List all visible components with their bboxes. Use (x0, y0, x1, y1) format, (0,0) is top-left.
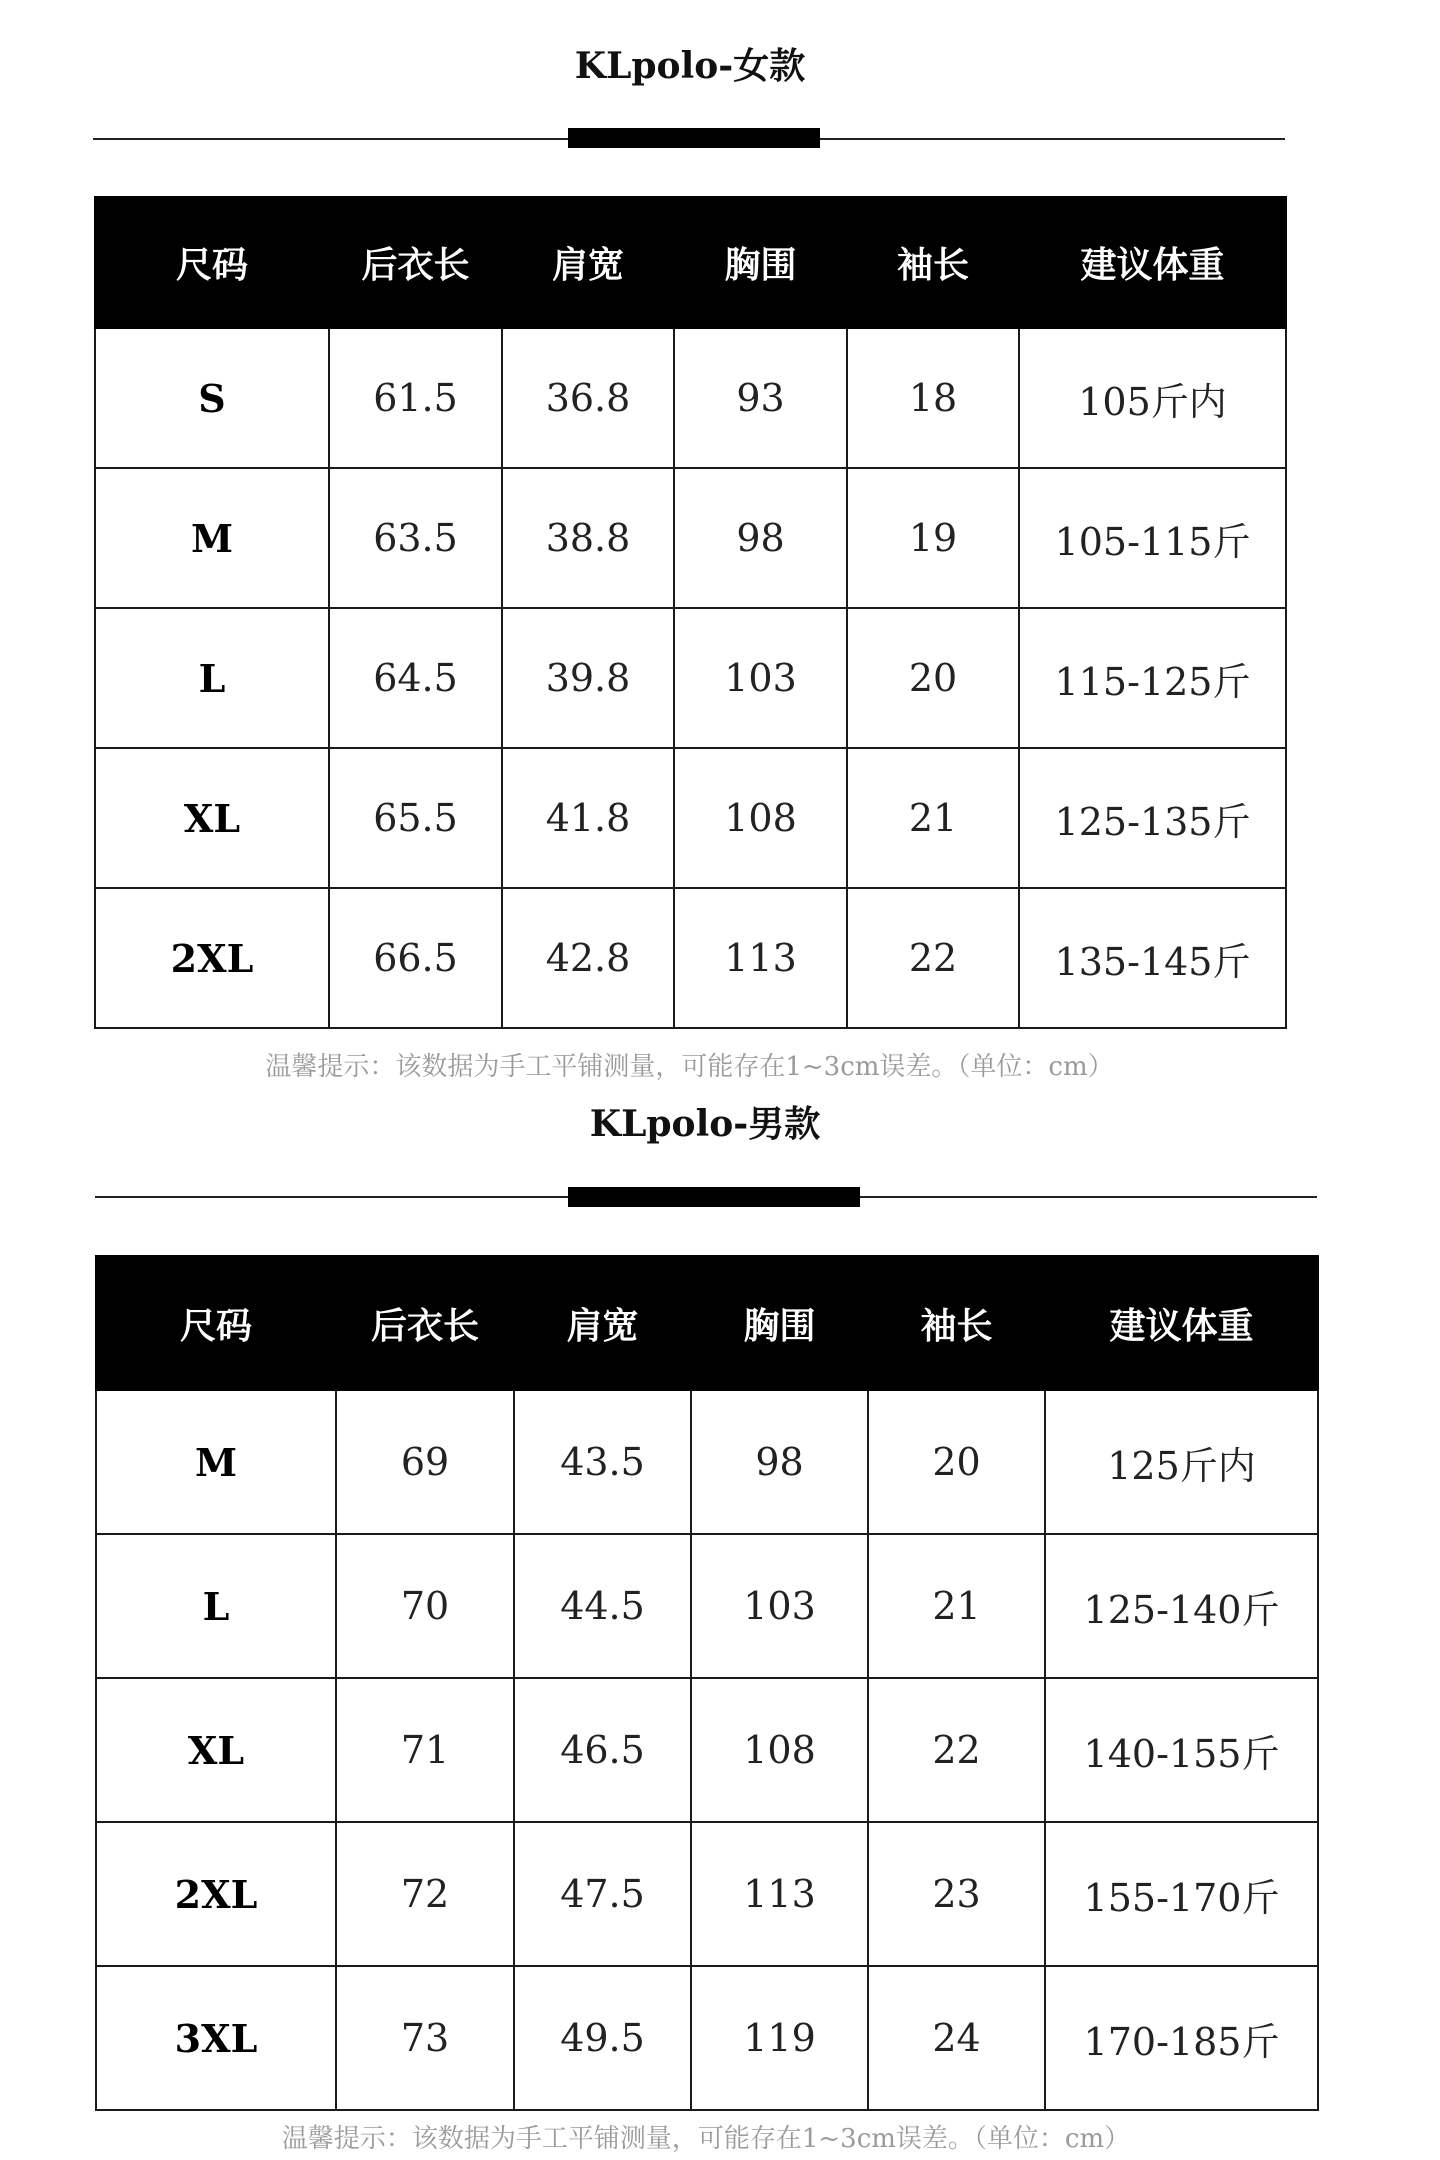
chest-cell: 113 (691, 1822, 868, 1966)
table-row (96, 1534, 1318, 1678)
sleeve-length-cell: 20 (868, 1390, 1045, 1534)
women-title: KLpolo-女款 (574, 45, 806, 87)
back-length-cell: 61.5 (329, 328, 502, 468)
col-header-suggested-weight: 建议体重 (1019, 197, 1286, 328)
shoulder-width-cell: 36.8 (502, 328, 674, 468)
table-row (96, 1678, 1318, 1822)
shoulder-width-cell: 39.8 (502, 608, 674, 748)
suggested-weight-cell: 170-185斤 (1045, 1966, 1318, 2110)
shoulder-width-cell: 42.8 (502, 888, 674, 1028)
chest-cell: 93 (674, 328, 847, 468)
chest-cell: 98 (691, 1390, 868, 1534)
suggested-weight-cell: 125-135斤 (1019, 748, 1286, 888)
sleeve-length-cell: 22 (847, 888, 1019, 1028)
shoulder-width-cell: 44.5 (514, 1534, 691, 1678)
col-header-size: 尺码 (96, 1256, 336, 1390)
suggested-weight-cell: 140-155斤 (1045, 1678, 1318, 1822)
suggested-weight-cell: 105斤内 (1019, 328, 1286, 468)
suggested-weight-cell: 135-145斤 (1019, 888, 1286, 1028)
col-header-shoulder-width: 肩宽 (502, 197, 674, 328)
size-cell: L (96, 1534, 336, 1678)
size-cell: M (96, 1390, 336, 1534)
suggested-weight-cell: 115-125斤 (1019, 608, 1286, 748)
table-row (95, 328, 1286, 468)
table-row (96, 1390, 1318, 1534)
chest-cell: 108 (691, 1678, 868, 1822)
chest-cell: 103 (674, 608, 847, 748)
chest-cell: 119 (691, 1966, 868, 2110)
shoulder-width-cell: 49.5 (514, 1966, 691, 2110)
men-title: KLpolo-男款 (589, 1103, 821, 1145)
suggested-weight-cell: 105-115斤 (1019, 468, 1286, 608)
size-cell: S (95, 328, 329, 468)
women-size-table (94, 196, 1287, 1029)
sleeve-length-cell: 24 (868, 1966, 1045, 2110)
size-cell: XL (96, 1678, 336, 1822)
back-length-cell: 73 (336, 1966, 514, 2110)
col-header-chest: 胸围 (691, 1256, 868, 1390)
back-length-cell: 64.5 (329, 608, 502, 748)
size-cell: L (95, 608, 329, 748)
sleeve-length-cell: 23 (868, 1822, 1045, 1966)
table-row (95, 608, 1286, 748)
women-header-row (95, 197, 1286, 328)
sleeve-length-cell: 19 (847, 468, 1019, 608)
size-cell: 2XL (96, 1822, 336, 1966)
men-header-row (96, 1256, 1318, 1390)
chest-cell: 98 (674, 468, 847, 608)
table-row (96, 1966, 1318, 2110)
sleeve-length-cell: 18 (847, 328, 1019, 468)
women-measurement-note: 温馨提示：该数据为手工平铺测量，可能存在1~3cm误差。（单位：cm） (265, 1052, 1114, 1082)
back-length-cell: 66.5 (329, 888, 502, 1028)
col-header-sleeve-length: 袖长 (847, 197, 1019, 328)
chest-cell: 103 (691, 1534, 868, 1678)
sleeve-length-cell: 22 (868, 1678, 1045, 1822)
sleeve-length-cell: 21 (868, 1534, 1045, 1678)
men-measurement-note: 温馨提示：该数据为手工平铺测量，可能存在1~3cm误差。（单位：cm） (281, 2124, 1131, 2154)
col-header-shoulder-width: 肩宽 (514, 1256, 691, 1390)
shoulder-width-cell: 41.8 (502, 748, 674, 888)
size-cell: 2XL (95, 888, 329, 1028)
shoulder-width-cell: 46.5 (514, 1678, 691, 1822)
back-length-cell: 69 (336, 1390, 514, 1534)
col-header-chest: 胸围 (674, 197, 847, 328)
men-divider-bar (568, 1187, 860, 1207)
shoulder-width-cell: 47.5 (514, 1822, 691, 1966)
shoulder-width-cell: 38.8 (502, 468, 674, 608)
sleeve-length-cell: 20 (847, 608, 1019, 748)
col-header-size: 尺码 (95, 197, 329, 328)
back-length-cell: 63.5 (329, 468, 502, 608)
table-row (95, 468, 1286, 608)
shoulder-width-cell: 43.5 (514, 1390, 691, 1534)
men-size-table (95, 1255, 1319, 2111)
chest-cell: 108 (674, 748, 847, 888)
size-cell: 3XL (96, 1966, 336, 2110)
sleeve-length-cell: 21 (847, 748, 1019, 888)
col-header-suggested-weight: 建议体重 (1045, 1256, 1318, 1390)
size-cell: M (95, 468, 329, 608)
suggested-weight-cell: 155-170斤 (1045, 1822, 1318, 1966)
back-length-cell: 71 (336, 1678, 514, 1822)
suggested-weight-cell: 125斤内 (1045, 1390, 1318, 1534)
back-length-cell: 72 (336, 1822, 514, 1966)
col-header-back-length: 后衣长 (329, 197, 502, 328)
back-length-cell: 65.5 (329, 748, 502, 888)
col-header-sleeve-length: 袖长 (868, 1256, 1045, 1390)
women-divider-bar (568, 128, 820, 148)
suggested-weight-cell: 125-140斤 (1045, 1534, 1318, 1678)
chest-cell: 113 (674, 888, 847, 1028)
back-length-cell: 70 (336, 1534, 514, 1678)
table-row (95, 888, 1286, 1028)
table-row (96, 1822, 1318, 1966)
table-row (95, 748, 1286, 888)
size-cell: XL (95, 748, 329, 888)
col-header-back-length: 后衣长 (336, 1256, 514, 1390)
